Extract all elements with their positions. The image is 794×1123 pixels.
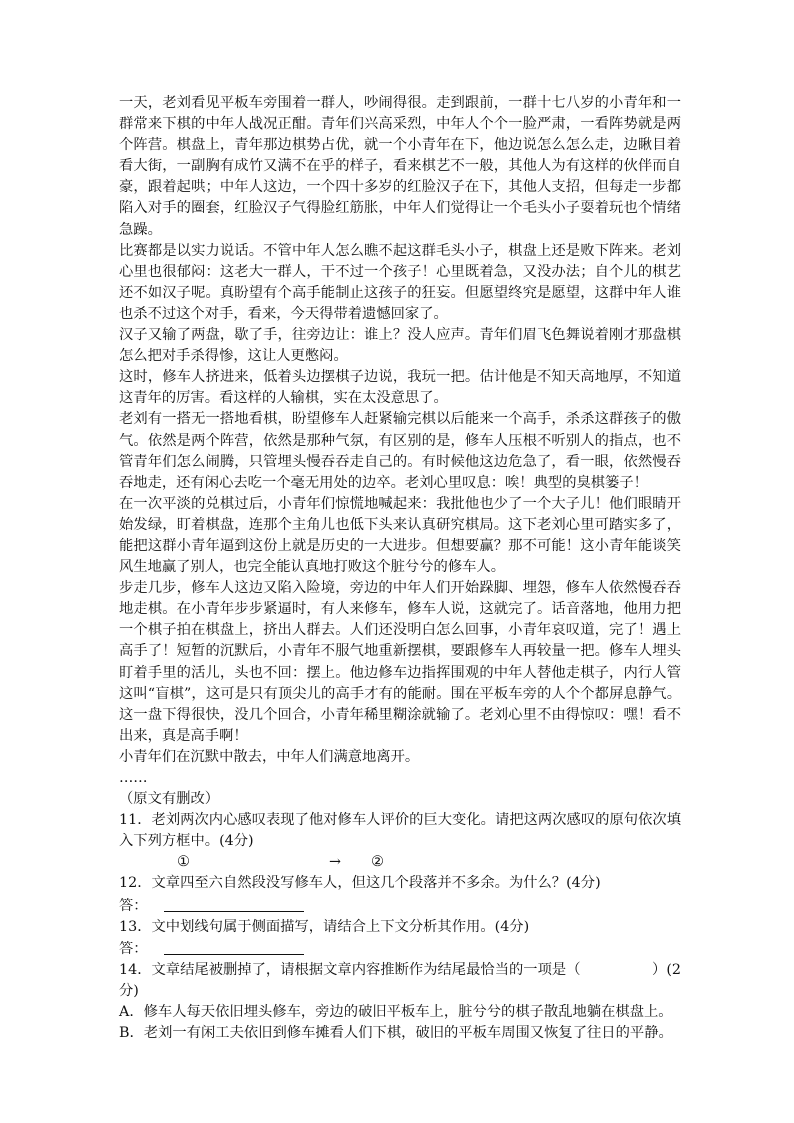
arrow-icon: → (329, 854, 341, 871)
paragraph-6: 在一次平淡的兑棋过后，小青年们惊慌地喊起来：我批他也少了一个大子儿！他们眼睛开始发绿，盯着棋盘，连那个主角儿也低下头来认真研究棋局。这下老刘心里可踏实多了，能把这群小青年逼到这份上就是历史的一大进步。但想要赢？那不可能！这小青年能谈笑风生地赢了别人，也完全能认真地打败这个脏兮兮的修车人。 (119, 495, 681, 576)
answer-blank-13[interactable] (164, 938, 304, 955)
answer-box-1[interactable]: ① (177, 854, 190, 871)
source-note: （原文有删改） (119, 791, 220, 808)
answer-label: 答： (119, 897, 148, 914)
paragraph-4: 这时，修车人挤进来，低着头边摆棋子边说，我玩一把。估计他是不知天高地厚，不知道这青年的厉害。看这样的人输棋，实在太没意思了。 (119, 369, 681, 407)
paragraph-8: 小青年们在沉默中散去，中年人们满意地离开。 (119, 748, 420, 765)
answer-label: 答： (119, 940, 148, 957)
question-12: 12．文章四至六自然段没写修车人，但这几个段落并不多余。为什么？(4分) (119, 875, 601, 892)
paragraph-5: 老刘有一搭无一搭地看棋，盼望修车人赶紧输完棋以后能来一个高手，杀杀这群孩子的傲气。依然是两个阵营，依然是那种气氛，有区别的是，修车人压根不听别人的指点，也不管青年们怎么闹腾，只管埋头慢吞吞走自己的。有时候他这边危急了，看一眼，依然慢吞吞地走，还有闲心去吃一个毫无用处的边卒。老刘心里叹息：唉！典型的臭棋篓子！ (119, 411, 681, 491)
document-page (119, 93, 681, 1044)
answer-line-12 (119, 895, 681, 917)
option-a[interactable]: A．修车人每天依旧埋头修车，旁边的破旧平板车上，脏兮兮的棋子散乱地躺在棋盘上。 (119, 1004, 673, 1021)
question-14: 14．文章结尾被删掉了，请根据文章内容推断作为结尾最恰当的一项是（ ）(2分) (119, 961, 681, 999)
option-b[interactable]: B．老刘一有闲工夫依旧到修车摊看人们下棋，破旧的平板车周围又恢复了往日的平静。 (119, 1025, 673, 1042)
answer-boxes-11 (119, 852, 681, 873)
paragraph-3: 汉子又输了两盘，歇了手，往旁边让：谁上？没人应声。青年们眉飞色舞说着刚才那盘棋怎么把对手杀得惨，这让人更憋闷。 (119, 327, 681, 365)
answer-line-13 (119, 938, 681, 960)
question-11: 11．老刘两次内心感叹表现了他对修车人评价的巨大变化。请把这两次感叹的原句依次填入下列方框中。(4分) (119, 812, 681, 850)
paragraph-7: 步走几步，修车人这边又陷入险境，旁边的中年人们开始跺脚、埋怨，修车人依然慢吞吞地走棋。在小青年步步紧逼时，有人来修车，修车人说，这就完了。话音落地，他用力把一个棋子拍在棋盘上，挤出人群去。人们还没明白怎么回事，小青年哀叹道，完了！遇上高手了！短暂的沉默后，小青年不服气地重新摆棋，要跟修车人再较量一把。修车人埋头盯着手里的活儿，头也不回：摆上。他边修车边指挥围观的中年人替他走棋子，内行人管这叫“盲棋”，这可是只有顶尖儿的高手才有的能耐。围在平板车旁的人个个都屏息静气。这一盘下得很快，没几个回合，小青年稀里糊涂就输了。老刘心里不由得惊叹：嘿！看不出来，真是高手啊！ (119, 580, 681, 744)
answer-box-2[interactable]: ② (371, 854, 384, 871)
paragraph-1: 一天，老刘看见平板车旁围着一群人，吵闹得很。走到跟前，一群十七八岁的小青年和一群常来下棋的中年人战况正酣。青年们兴高采烈，中年人个个一脸严肃，一看阵势就是两个阵营。棋盘上，青年那边棋势占优，就一个小青年在下，他边说怎么怎么走，边瞅目着看大街，一副胸有成竹又满不在乎的样子，看来棋艺不一般，其他人为有这样的伙伴而自豪，跟着起哄；中年人这边，一个四十多岁的红脸汉子在下，其他人支招，但每走一步都陷入对手的圈套，红脸汉子气得脸红筋胀，中年人们觉得让一个毛头小子耍着玩也个情绪急躁。 (119, 95, 681, 238)
ellipsis: …… (119, 770, 148, 786)
paragraph-2: 比赛都是以实力说话。不管中年人怎么瞧不起这群毛头小子，棋盘上还是败下阵来。老刘心里也很郁闷：这老大一群人，干不过一个孩子！心里既着急，又没办法；自个儿的棋艺还不如汉子呢。真盼望有个高手能制止这孩子的狂妄。但愿望终究是愿望，这群中年人谁也杀不过这个对手，看来，今天得带着遗憾回家了。 (119, 242, 681, 322)
question-13: 13．文中划线句属于侧面描写，请结合上下文分析其作用。(4分) (119, 918, 530, 935)
answer-blank-12[interactable] (164, 895, 304, 912)
